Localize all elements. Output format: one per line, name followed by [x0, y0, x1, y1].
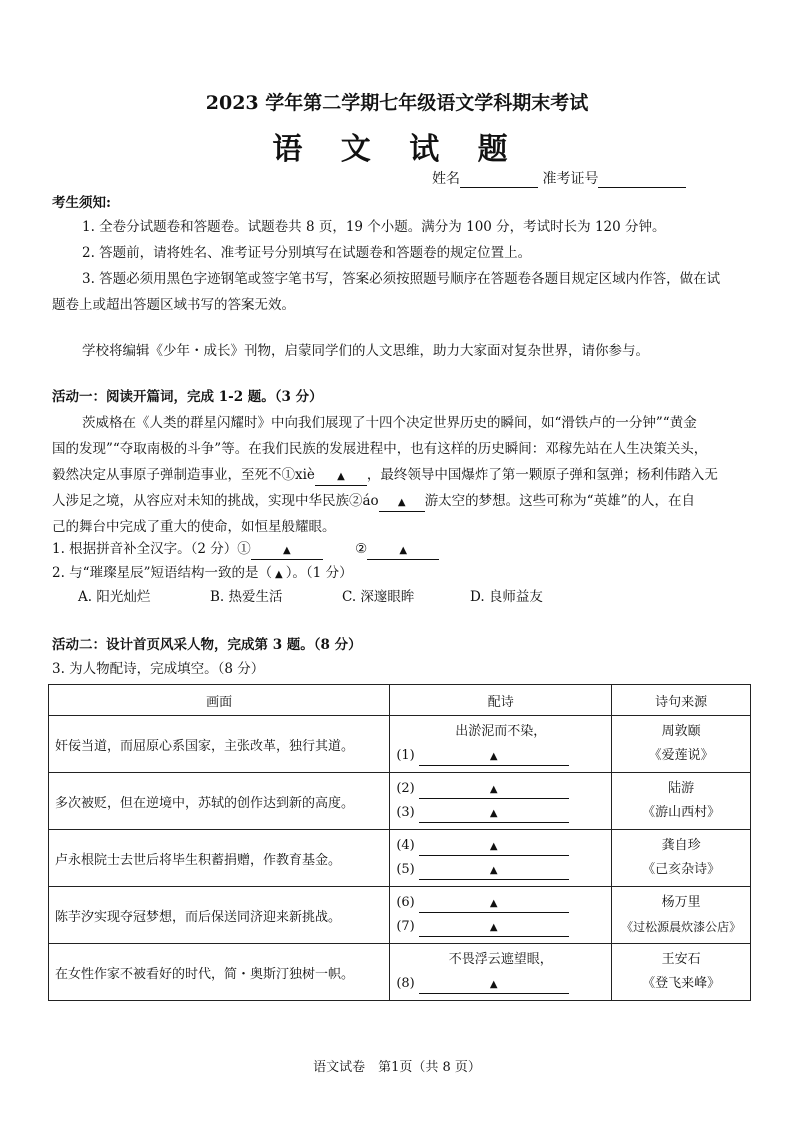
blank-number: (8) [396, 976, 415, 991]
intro-text: 学校将编辑《少年・成长》刊物，启蒙同学们的人文思维，助力大家面对复杂世界，请你参与。 [82, 343, 649, 359]
work-title: 《爱莲说》 [648, 748, 714, 763]
blank-number: (2) [396, 781, 415, 796]
subject-title: 语 文 试 题 [272, 132, 522, 167]
triangle-mark: ▲ [282, 545, 291, 556]
passage-line [52, 488, 695, 514]
blank-number: (4) [396, 838, 415, 853]
triangle-mark: ▲ [274, 569, 283, 580]
q1-mark-2: ② [355, 541, 368, 557]
work-title: 《己亥杂诗》 [642, 862, 721, 877]
triangle-mark: ▲ [337, 471, 345, 482]
poem-blank-line [396, 891, 605, 915]
author: 周敦颐 [661, 724, 701, 739]
poem-given: 不畏浮云遮望眼， [448, 952, 553, 967]
q1-blank-1[interactable] [251, 541, 323, 560]
activity2-heading: 活动二：设计首页风采人物，完成第 3 题。（8 分） [52, 637, 362, 653]
table-row [49, 887, 751, 944]
q1-text: 1. 根据拼音补全汉字。（2 分）① [52, 541, 251, 557]
passage-text: 游太空的梦想。这些可称为“英雄”的人，在自 [424, 493, 695, 509]
option-a: A. 阳光灿烂 [78, 589, 151, 605]
column-header: 诗句来源 [612, 685, 751, 716]
column-header: 配诗 [390, 685, 612, 716]
poem-cell [390, 944, 612, 1001]
table-row [49, 830, 751, 887]
scene-cell: 卢永根院士去世后将毕生积蓄捐赠，作教育基金。 [49, 830, 390, 887]
blank-number: (5) [396, 862, 415, 877]
notice-item-1: 1. 全卷分试题卷和答题卷。试题卷共 8 页，19 个小题。满分为 100 分，考试时长为 120 分钟。 [82, 219, 666, 235]
column-header: 画面 [49, 685, 390, 716]
passage-text: 毅然决定从事原子弹制造事业，至死不①xiè [52, 467, 315, 483]
poem-blank-line [396, 858, 605, 882]
triangle-mark: ▲ [397, 497, 406, 508]
work-title: 《登飞来峰》 [642, 976, 721, 991]
poem-blank-2[interactable] [419, 781, 569, 799]
source-cell [612, 944, 751, 1001]
poem-given: 出淤泥而不染， [455, 724, 547, 739]
blank-number: (6) [396, 895, 415, 910]
table-row [49, 944, 751, 1001]
table-row [49, 773, 751, 830]
q2-text: 2. 与“璀璨星辰”短语结构一致的是（ [52, 565, 272, 581]
work-title: 《过松源晨炊漆公店》 [621, 920, 742, 934]
option-d: D. 良师益友 [470, 589, 543, 605]
passage-text: ，最终领导中国爆炸了第一颗原子弹和氢弹；杨利伟踏入无 [366, 467, 718, 483]
poem-cell [390, 773, 612, 830]
poem-blank-7[interactable] [419, 919, 569, 937]
passage-line [52, 462, 718, 488]
notice-item-3: 3. 答题必须用黑色字迹钢笔或签字笔书写，答案必须按照题号顺序在答题卷各题目规定区域内作答，做在试 [82, 271, 721, 287]
triangle-mark: ▲ [489, 898, 498, 909]
work-title: 《游山西村》 [642, 805, 721, 820]
source-cell [612, 773, 751, 830]
passage-text: 人涉足之境，从容应对未知的挑战，实现中华民族②áo [52, 493, 379, 509]
source-cell [612, 887, 751, 944]
exam-title: 2023 学年第二学期七年级语文学科期末考试 [205, 92, 589, 114]
passage-line: 茨威格在《人类的群星闪耀时》中向我们展现了十四个决定世界历史的瞬间，如“滑铁卢的一分钟”“黄金 [82, 415, 697, 431]
option-c: C. 深邃眼眸 [342, 589, 415, 605]
scene-cell: 多次被贬，但在逆境中，苏轼的创作达到新的高度。 [49, 773, 390, 830]
question-1 [52, 536, 439, 562]
triangle-mark: ▲ [489, 784, 498, 795]
passage-line: 国的发现”“夺取南极的斗争”等。在我们民族的发展进程中，也有这样的历史瞬间：邓稼先站在人生决策关头， [52, 441, 708, 457]
triangle-mark: ▲ [489, 751, 498, 762]
exam-id-field[interactable] [598, 173, 686, 188]
poem-blank-line [396, 744, 605, 768]
author: 龚自珍 [661, 838, 701, 853]
blank-number: (7) [396, 919, 415, 934]
exam-id-label: 准考证号 [542, 171, 599, 187]
question-3: 3. 为人物配诗，完成填空。（8 分） [52, 661, 265, 677]
source-cell [612, 830, 751, 887]
q2-text: ）。（1 分） [285, 565, 353, 581]
author: 杨万里 [661, 895, 701, 910]
poem-blank-4[interactable] [419, 838, 569, 856]
activity1-heading: 活动一：阅读开篇词，完成 1-2 题。（3 分） [52, 389, 323, 405]
poem-blank-line [396, 915, 605, 939]
page-footer: 语文试卷 第1页（共 8 页） [313, 1060, 481, 1075]
table-row [49, 716, 751, 773]
poem-blank-5[interactable] [419, 862, 569, 880]
name-id-line [432, 168, 686, 188]
name-field[interactable] [460, 173, 538, 188]
pinyin-blank-1[interactable] [315, 467, 367, 486]
author: 王安石 [661, 952, 701, 967]
triangle-mark: ▲ [489, 808, 498, 819]
poem-table [48, 684, 751, 1001]
triangle-mark: ▲ [489, 841, 498, 852]
poem-blank-line [396, 834, 605, 858]
passage-line: 己的舞台中完成了重大的使命，如恒星般耀眼。 [52, 519, 336, 535]
name-label: 姓名 [432, 171, 460, 187]
triangle-mark: ▲ [399, 545, 408, 556]
table-header-row [49, 685, 751, 716]
scene-cell: 在女性作家不被看好的时代，简・奥斯汀独树一帜。 [49, 944, 390, 1001]
source-cell [612, 716, 751, 773]
notice-item-3-cont: 题卷上或超出答题区域书写的答案无效。 [52, 297, 295, 313]
scene-cell: 奸佞当道，而屈原心系国家，主张改革，独行其道。 [49, 716, 390, 773]
notice-item-2: 2. 答题前，请将姓名、准考证号分别填写在试题卷和答题卷的规定位置上。 [82, 245, 532, 261]
scene-cell: 陈芋汐实现夺冠梦想，而后保送同济迎来新挑战。 [49, 887, 390, 944]
poem-blank-line [396, 801, 605, 825]
q1-blank-2[interactable] [367, 541, 439, 560]
poem-blank-3[interactable] [419, 805, 569, 823]
triangle-mark: ▲ [489, 865, 498, 876]
poem-cell [390, 830, 612, 887]
blank-number: (3) [396, 805, 415, 820]
poem-blank-1[interactable] [419, 748, 569, 766]
poem-cell [390, 887, 612, 944]
poem-blank-8[interactable] [419, 976, 569, 994]
author: 陆游 [668, 781, 695, 796]
option-b: B. 热爱生活 [210, 589, 283, 605]
triangle-mark: ▲ [489, 922, 498, 933]
blank-number: (1) [396, 748, 415, 763]
poem-blank-line [396, 777, 605, 801]
pinyin-blank-2[interactable] [379, 493, 425, 512]
triangle-mark: ▲ [489, 979, 498, 990]
poem-cell [390, 716, 612, 773]
poem-blank-line [396, 972, 605, 996]
poem-blank-6[interactable] [419, 895, 569, 913]
notice-heading: 考生须知: [52, 195, 111, 211]
